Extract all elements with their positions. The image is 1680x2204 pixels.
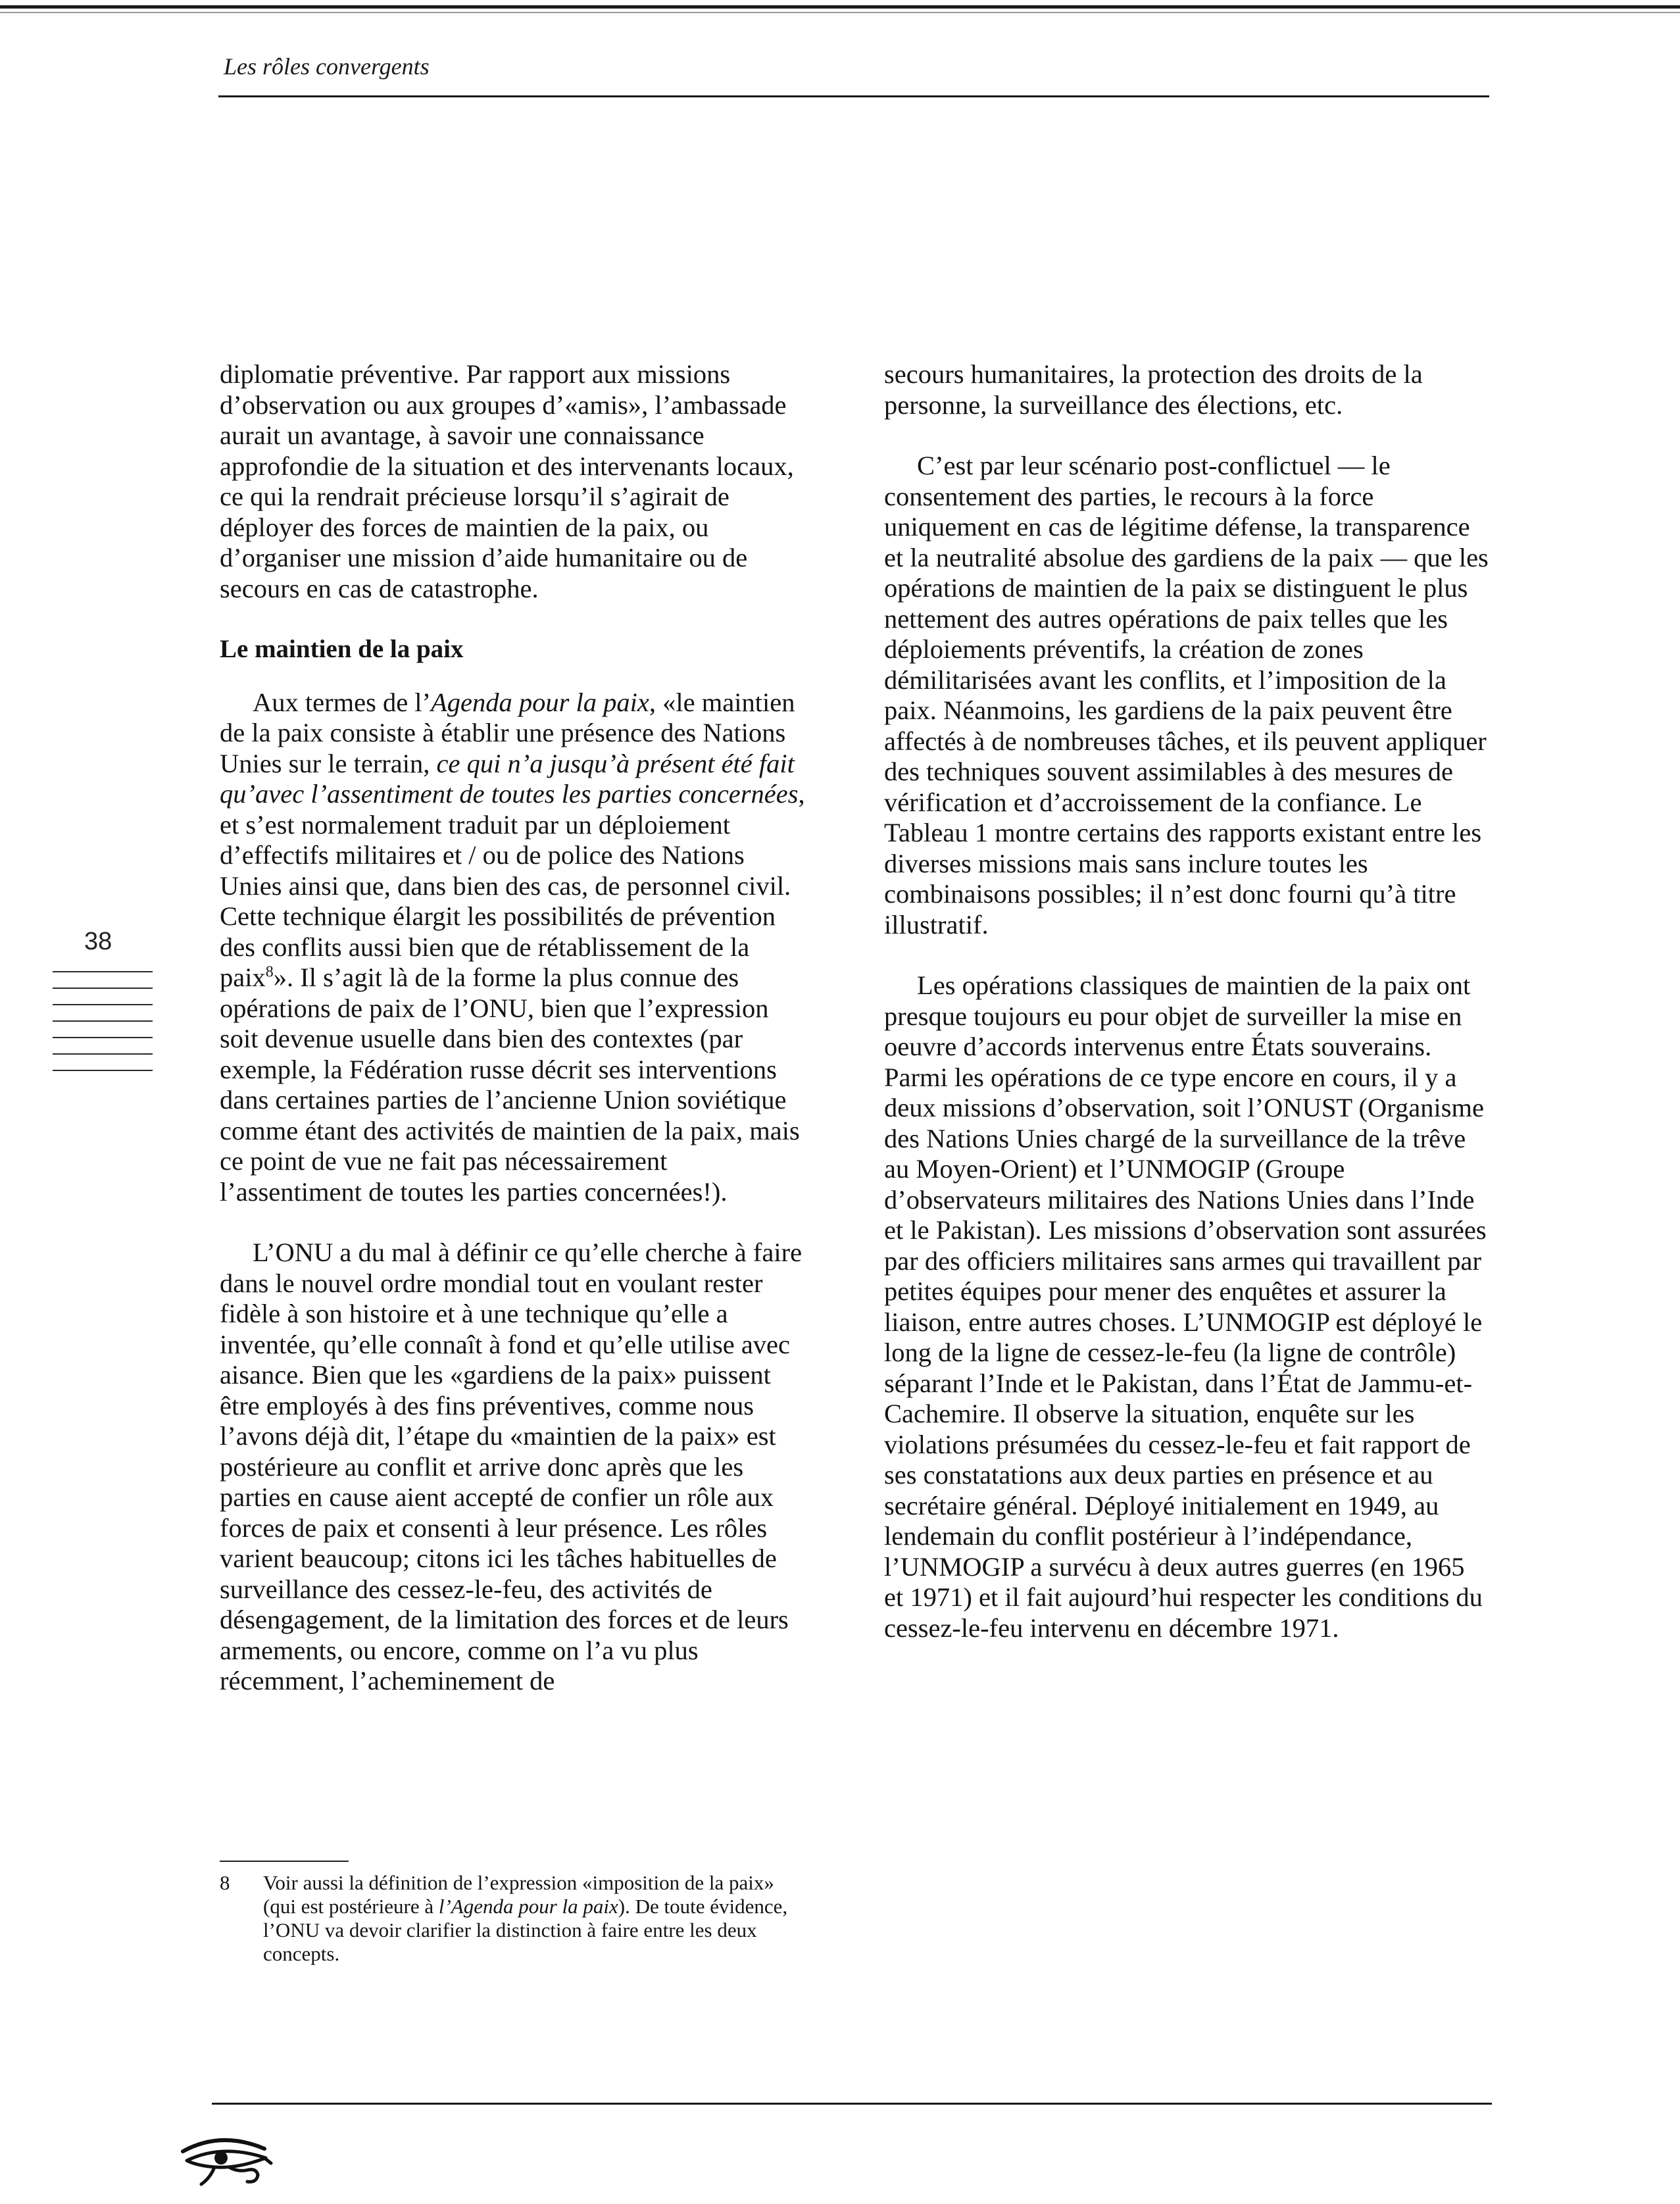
- margin-line: [53, 1037, 153, 1038]
- left-paragraph-3: L’ONU a du mal à définir ce qu’elle cherche à faire dans le nouvel ordre mondial tout en voulant rester fidèle à son histoire et à une technique qu’elle a inventée, qu’elle connaît à fond et qu’elle utilise avec aisance. Bien que les «gardiens de la paix» puissent être employés à des fins préventives, comme nous l’avons déjà dit, l’étape du «maintien de la paix» est postérieure au conflit et arrive donc après que les parties en cause aient accepté de confier un rôle aux forces de paix et consenti à leur présence. Les rôles varient beaucoup; citons ici les tâches habituelles de surveillance des cessez-le-feu, des activités de désengagement, de la limitation des forces et de leurs armements, ou encore, comme on l’a vu plus récemment, l’acheminement de: [220, 1238, 803, 1695]
- header-rule: [218, 95, 1489, 97]
- footnote: [220, 1871, 805, 1966]
- left-column: [220, 359, 808, 1727]
- eye-of-horus-icon: [175, 2132, 274, 2194]
- left-paragraph-1: diplomatie préventive. Par rapport aux missions d’observation ou aux groupes d’«amis», l’ambassade aurait un avantage, à savoir une connaissance approfondie de la situation et des intervenants locaux, ce qui la rendrait précieuse lorsqu’il s’agirait de déployer des forces de maintien de la paix, ou d’organiser une mission d’aide humanitaire ou de secours en cas de catastrophe.: [220, 359, 794, 603]
- margin-line: [53, 1070, 153, 1071]
- margin-line: [53, 1004, 153, 1005]
- footnote-number: 8: [220, 1871, 230, 1894]
- page-number: 38: [84, 928, 112, 955]
- margin-line: [53, 971, 153, 972]
- footnote-rule: [220, 1861, 349, 1862]
- right-paragraph-3: Les opérations classiques de maintien de la paix ont presque toujours eu pour objet de surveiller la mise en oeuvre d’accords intervenus entre États souverains. Parmi les opérations de ce type encore en cours, il y a deux missions d’observation, soit l’ONUST (Organisme des Nations Unies chargé de la surveillance de la trêve au Moyen-Orient) et l’UNMOGIP (Groupe d’observateurs militaires des Nations Unies dans l’Inde et le Pakistan). Les missions d’observation sont assurées par des officiers militaires sans armes qui travaillent par petites équipes pour mener des enquêtes et assurer la liaison, entre autres choses. L’UNMOGIP est déployé le long de la ligne de cessez-le-feu (la ligne de contrôle) séparant l’Inde et le Pakistan, dans l’État de Jammu-et-Cachemire. Il observe la situation, enquête sur les violations présumées du cessez-le-feu et fait rapport de ses constatations aux deux parties en présence et au secrétaire général. Déployé initialement en 1949, au lendemain du conflit postérieur à l’indépendance, l’UNMOGIP a survécu à deux autres guerres (en 1965 et 1971) et il fait aujourd’hui respecter les conditions du cessez-le-feu intervenu en décembre 1971.: [884, 970, 1487, 1643]
- margin-line: [53, 1053, 153, 1055]
- running-head: Les rôles convergents: [224, 53, 430, 80]
- footer-rule: [212, 2103, 1492, 2105]
- margin-tab-lines: [53, 971, 153, 1086]
- margin-line: [53, 988, 153, 989]
- right-paragraph-1: secours humanitaires, la protection des droits de la personne, la surveillance des élections, etc.: [884, 359, 1423, 420]
- footnote-reference[interactable]: 8: [265, 963, 274, 981]
- right-column: [884, 359, 1489, 1674]
- section-heading: Le maintien de la paix: [220, 635, 464, 663]
- footnote-text: Voir aussi la définition de l’expression «imposition de la paix» (qui est postérieure à l’Agenda pour la paix). De toute évidence, l’ONU va devoir clarifier la distinction à faire entre les deux concepts.: [263, 1871, 788, 1965]
- right-paragraph-2: C’est par leur scénario post-conflictuel — le consentement des parties, le recours à la force uniquement en cas de légitime défense, la transparence et la neutralité absolue des gardiens de la paix — que les opérations de maintien de la paix se distinguent le plus nettement des autres opérations de paix telles que les déploiements préventifs, la création de zones démilitarisées avant les conflits, et l’imposition de la paix. Néanmoins, les gardiens de la paix peuvent être affectés à de nombreuses tâches, et ils peuvent appliquer des techniques souvent assimilables à des mesures de vérification et d’accroissement de la confiance. Le Tableau 1 montre certains des rapports existant entre les diverses missions mais sans inclure toutes les combinaisons possibles; il n’est donc fourni qu’à titre illustratif.: [884, 451, 1489, 939]
- top-border-rule-thin: [0, 12, 1680, 13]
- top-border-rule: [0, 5, 1680, 9]
- left-paragraph-2: Aux termes de l’Agenda pour la paix, «le maintien de la paix consiste à établir une présence des Nations Unies sur le terrain, ce qui n’a jusqu’à présent été fait qu’avec l’assentiment de toutes les parties concernées, et s’est normalement traduit par un déploiement d’effectifs militaires et / ou de police des Nations Unies ainsi que, dans bien des cas, de personnel civil. Cette technique élargit les possibilités de prévention des conflits aussi bien que de rétablissement de la paix$^8$». Il s’agit là de la forme la plus connue des opérations de paix de l’ONU, bien que l’expression soit devenue usuelle dans bien des contextes (par exemple, la Fédération russe décrit ses interventions dans certaines parties de l’ancienne Union soviétique comme étant des activités de maintien de la paix, mais ce point de vue ne fait pas nécessairement l’assentiment de toutes les parties concernées!).: [220, 687, 805, 1207]
- margin-line: [53, 1020, 153, 1022]
